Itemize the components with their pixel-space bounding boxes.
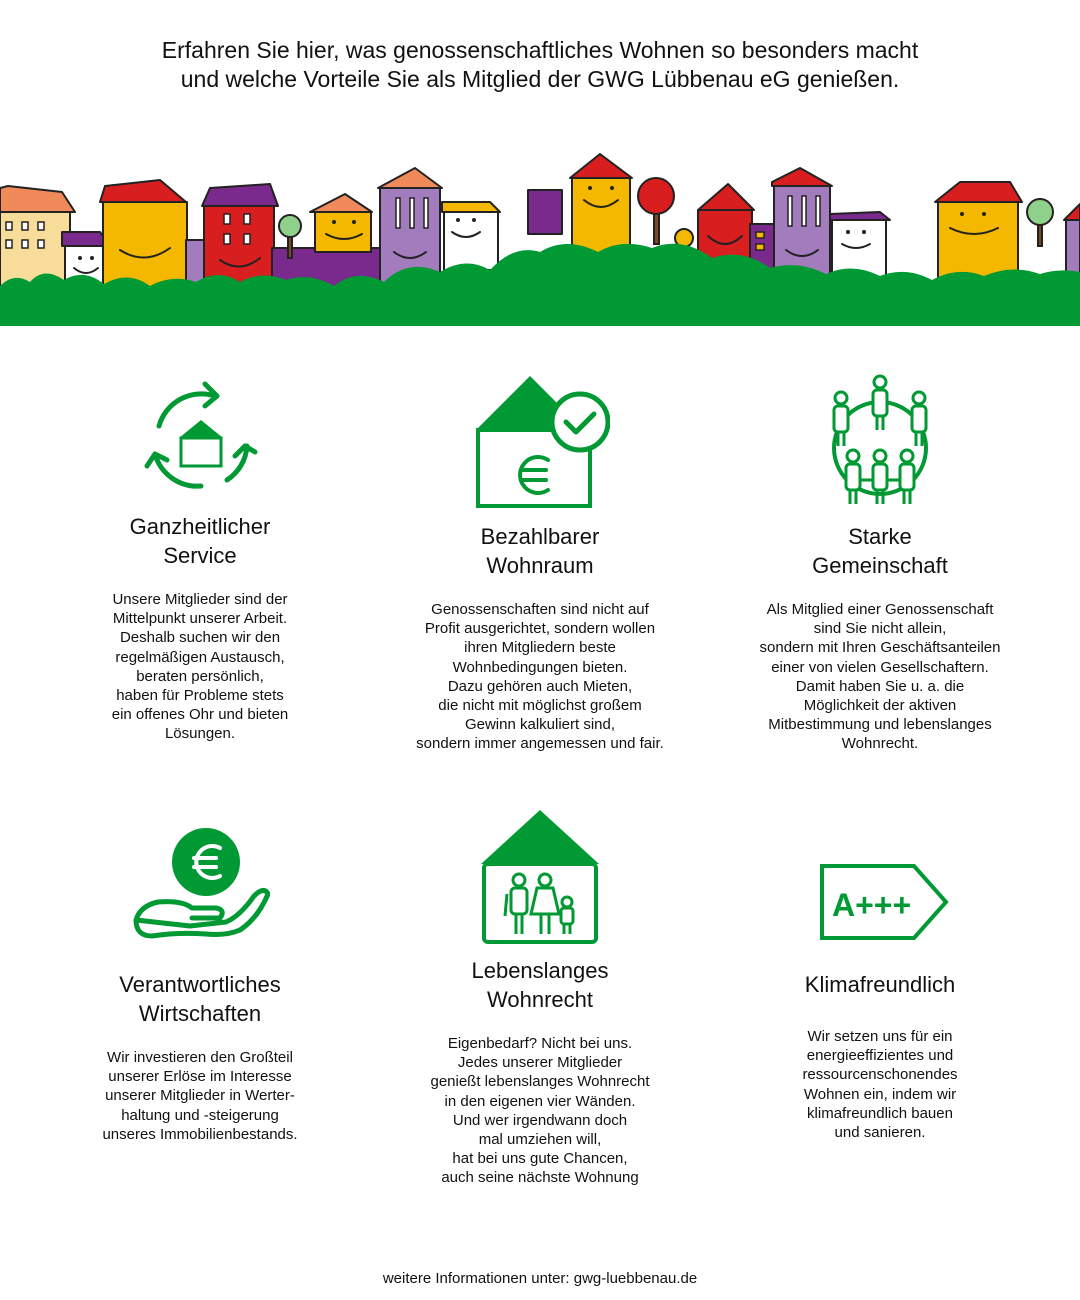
feature-body-line: haben für Probleme stets (116, 687, 284, 705)
feature-body-line: in den eigenen vier Wänden. (444, 1092, 636, 1110)
feature-body-line: Dazu gehören auch Mieten, (447, 677, 633, 695)
feature-title (35, 970, 365, 1028)
family-house-icon (475, 808, 605, 948)
feature-lebenslanges-wohnrecht (375, 808, 705, 1188)
footer-info-link: weitere Informationen unter: gwg-luebbenau.de (382, 1270, 698, 1287)
feature-body-line: Gewinn kalkuliert sind, (464, 716, 616, 734)
feature-bezahlbarer-wohnraum (375, 374, 705, 754)
community-people-icon (815, 374, 945, 514)
energy-label-icon (810, 860, 950, 944)
feature-body-line: sondern immer angemessen und fair. (416, 735, 664, 753)
feature-body (715, 600, 1045, 754)
feature-body-line: klimafreundlich bauen (807, 1104, 953, 1122)
feature-body-line: sind Sie nicht allein, (813, 620, 947, 638)
feature-body-line: auch seine nächste Wohnung (441, 1169, 639, 1187)
feature-title (375, 522, 705, 580)
feature-body-line: einer von vielen Gesellschaftern. (771, 658, 989, 676)
feature-title-line: Gemeinschaft (812, 553, 948, 578)
feature-body-line: regelmäßigen Austausch, (115, 648, 285, 666)
feature-body-line: Wir setzen uns für ein (807, 1028, 953, 1045)
feature-title-line: Klimafreundlich (804, 972, 956, 997)
feature-body-line: mal umziehen will, (478, 1131, 602, 1149)
feature-body-line: ein offenes Ohr und bieten (111, 706, 289, 724)
feature-body-line: Damit haben Sie u. a. die (795, 677, 965, 695)
intro-line-2: und welche Vorteile Sie als Mitglied der GWG Lübbenau eG genießen. (180, 66, 900, 92)
feature-klimafreundlich (715, 860, 1045, 1142)
feature-body-line: unserer Mitglieder in Werter- (105, 1087, 295, 1105)
energy-label-text: A+++ (832, 887, 912, 923)
intro-line-1: Erfahren Sie hier, was genossenschaftliches Wohnen so besonders macht (161, 37, 919, 63)
feature-body-line: Wohnrecht. (841, 735, 919, 753)
feature-body-line: haltung und -steigerung (121, 1106, 279, 1124)
feature-title (35, 512, 365, 570)
feature-body (35, 590, 365, 744)
feature-body-line: beraten persönlich, (136, 667, 264, 685)
feature-body (715, 1027, 1045, 1142)
feature-body-line: Profit ausgerichtet, sondern wollen (424, 620, 656, 638)
town-illustration (0, 140, 1080, 326)
feature-body-line: genießt lebenslanges Wohnrecht (430, 1073, 650, 1091)
feature-body-line: Unsere Mitglieder sind der (112, 591, 288, 608)
feature-ganzheitlicher-service (35, 374, 365, 744)
house-euro-check-icon (470, 374, 610, 514)
feature-body-line: Wohnen ein, indem wir (803, 1085, 957, 1103)
feature-body-line: unseres Immobilienbestands. (102, 1125, 298, 1143)
feature-title (375, 956, 705, 1014)
feature-body (375, 600, 705, 754)
feature-body-line: sondern mit Ihren Geschäftsanteilen (759, 639, 1001, 657)
feature-body-line: Wir investieren den Großteil (107, 1049, 293, 1066)
feature-body-line: ihren Mitgliedern beste (464, 639, 616, 657)
recycle-house-icon (135, 374, 265, 504)
feature-title-line: Wohnraum (486, 553, 594, 578)
feature-body-line: unserer Erlöse im Interesse (108, 1068, 292, 1086)
feature-body-line: Wohnbedingungen bieten. (452, 658, 628, 676)
feature-body-line: Jedes unserer Mitglieder (457, 1054, 623, 1072)
feature-body-line: Und wer irgendwann doch (452, 1111, 628, 1129)
feature-body-line: Deshalb suchen wir den (119, 629, 281, 647)
feature-body (375, 1034, 705, 1188)
feature-body-line: Mitbestimmung und lebenslanges (768, 716, 992, 734)
feature-title-line: Bezahlbarer (480, 524, 600, 549)
hand-euro-coin-icon (130, 822, 270, 962)
feature-body-line: hat bei uns gute Chancen, (452, 1150, 628, 1168)
feature-title-line: Ganzheitlicher (129, 514, 271, 539)
feature-body-line: die nicht mit möglichst großem (438, 697, 642, 715)
feature-body-line: und sanieren. (834, 1124, 926, 1142)
feature-body-line: Als Mitglied einer Genossenschaft (766, 601, 994, 618)
intro-text (0, 36, 1080, 94)
feature-body-line: Mittelpunkt unserer Arbeit. (112, 610, 288, 628)
feature-title-line: Lebenslanges (471, 958, 609, 983)
feature-title-line: Wohnrecht (487, 987, 593, 1012)
feature-body-line: Lösungen. (164, 725, 236, 743)
feature-title (715, 970, 1045, 999)
feature-title-line: Service (163, 543, 237, 568)
feature-body-line: energieeffizientes und (806, 1047, 954, 1065)
feature-body-line: Genossenschaften sind nicht auf (431, 601, 649, 618)
feature-verantwortliches-wirtschaften (35, 822, 365, 1144)
feature-title (715, 522, 1045, 580)
feature-body-line: Eigenbedarf? Nicht bei uns. (447, 1035, 633, 1052)
feature-title-line: Starke (848, 524, 912, 549)
feature-title-line: Wirtschaften (138, 1001, 262, 1026)
feature-title-line: Verantwortliches (119, 972, 281, 997)
feature-starke-gemeinschaft (715, 374, 1045, 754)
feature-body (35, 1048, 365, 1144)
feature-body-line: Möglichkeit der aktiven (803, 697, 957, 715)
feature-body-line: ressourcenschonendes (802, 1066, 958, 1084)
